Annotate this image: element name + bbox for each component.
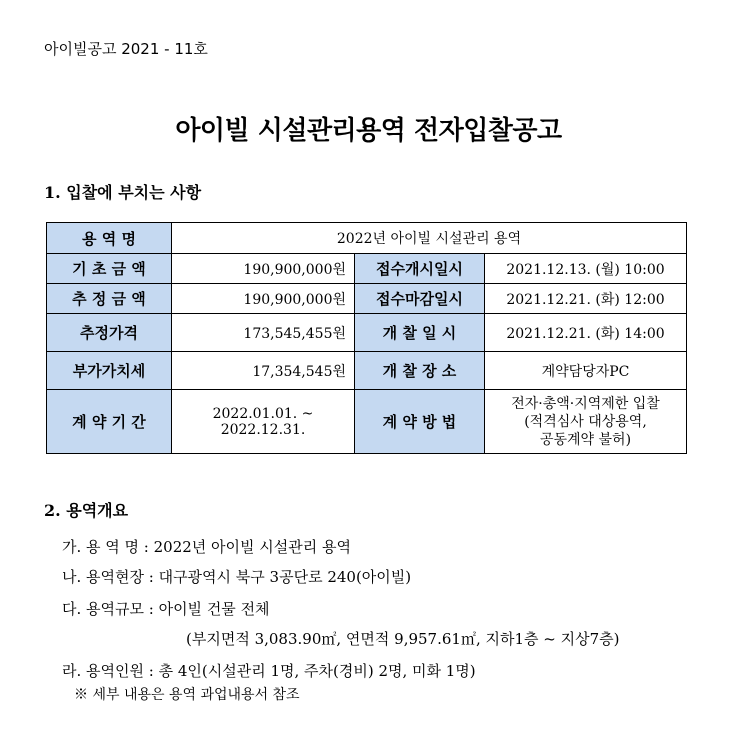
overview-service-scale: 다. 용역규모 : 아이빌 건물 전체 <box>62 600 270 618</box>
table-row <box>47 352 687 390</box>
service-name-value: 2022년 아이빌 시설관리 용역 <box>172 223 687 254</box>
base-amount-label: 기 초 금 액 <box>47 254 172 284</box>
contract-method-label: 계 약 방 법 <box>355 390 485 454</box>
overview-service-staff: 라. 용역인원 : 총 4인(시설관리 1명, 주차(경비) 2명, 미화 1명) <box>62 662 476 680</box>
contract-period-label: 계 약 기 간 <box>47 390 172 454</box>
contract-method-line1: 전자·총액·지역제한 입찰 <box>511 395 660 412</box>
table-row <box>47 254 687 284</box>
vat-label: 부가가치세 <box>47 352 172 390</box>
service-name-label: 용 역 명 <box>47 223 172 254</box>
opening-datetime-value: 2021.12.21. (화) 14:00 <box>485 314 687 352</box>
table-row <box>47 284 687 314</box>
estimated-price-value: 173,545,455원 <box>172 314 355 352</box>
contract-method-line3: 공동계약 불허) <box>539 431 632 448</box>
estimated-price-label: 추정가격 <box>47 314 172 352</box>
table-row <box>47 390 687 454</box>
contract-method-value <box>485 390 687 454</box>
receipt-end-value: 2021.12.21. (화) 12:00 <box>485 284 687 314</box>
base-amount-value: 190,900,000원 <box>172 254 355 284</box>
opening-place-label: 개 찰 장 소 <box>355 352 485 390</box>
receipt-start-label: 접수개시일시 <box>355 254 485 284</box>
overview-note: ※ 세부 내용은 용역 과업내용서 참조 <box>74 687 300 703</box>
receipt-start-value: 2021.12.13. (월) 10:00 <box>485 254 687 284</box>
table-row <box>47 314 687 352</box>
overview-service-site: 나. 용역현장 : 대구광역시 북구 3공단로 240(아이빌) <box>62 568 412 586</box>
section2-heading: 2. 용역개요 <box>44 501 129 520</box>
receipt-end-label: 접수마감일시 <box>355 284 485 314</box>
opening-datetime-label: 개 찰 일 시 <box>355 314 485 352</box>
opening-place-value: 계약담당자PC <box>485 352 687 390</box>
overview-service-name: 가. 용 역 명 : 2022년 아이빌 시설관리 용역 <box>62 538 352 556</box>
overview-service-scale-detail: (부지면적 3,083.90㎡, 연면적 9,957.61㎡, 지하1층 ~ 지상7층) <box>186 630 620 648</box>
page-title: 아이빌 시설관리용역 전자입찰공고 <box>175 116 562 146</box>
contract-period-value: 2022.01.01. ~ 2022.12.31. <box>172 390 355 454</box>
contract-method-line2: (적격심사 대상용역, <box>524 413 647 430</box>
vat-value: 17,354,545원 <box>172 352 355 390</box>
table-row <box>47 223 687 254</box>
estimated-amount-value: 190,900,000원 <box>172 284 355 314</box>
estimated-amount-label: 추 정 금 액 <box>47 284 172 314</box>
notice-number: 아이빌공고 2021 - 11호 <box>44 40 208 58</box>
section1-heading: 1. 입찰에 부치는 사항 <box>44 183 202 202</box>
bid-info-table <box>46 222 687 454</box>
